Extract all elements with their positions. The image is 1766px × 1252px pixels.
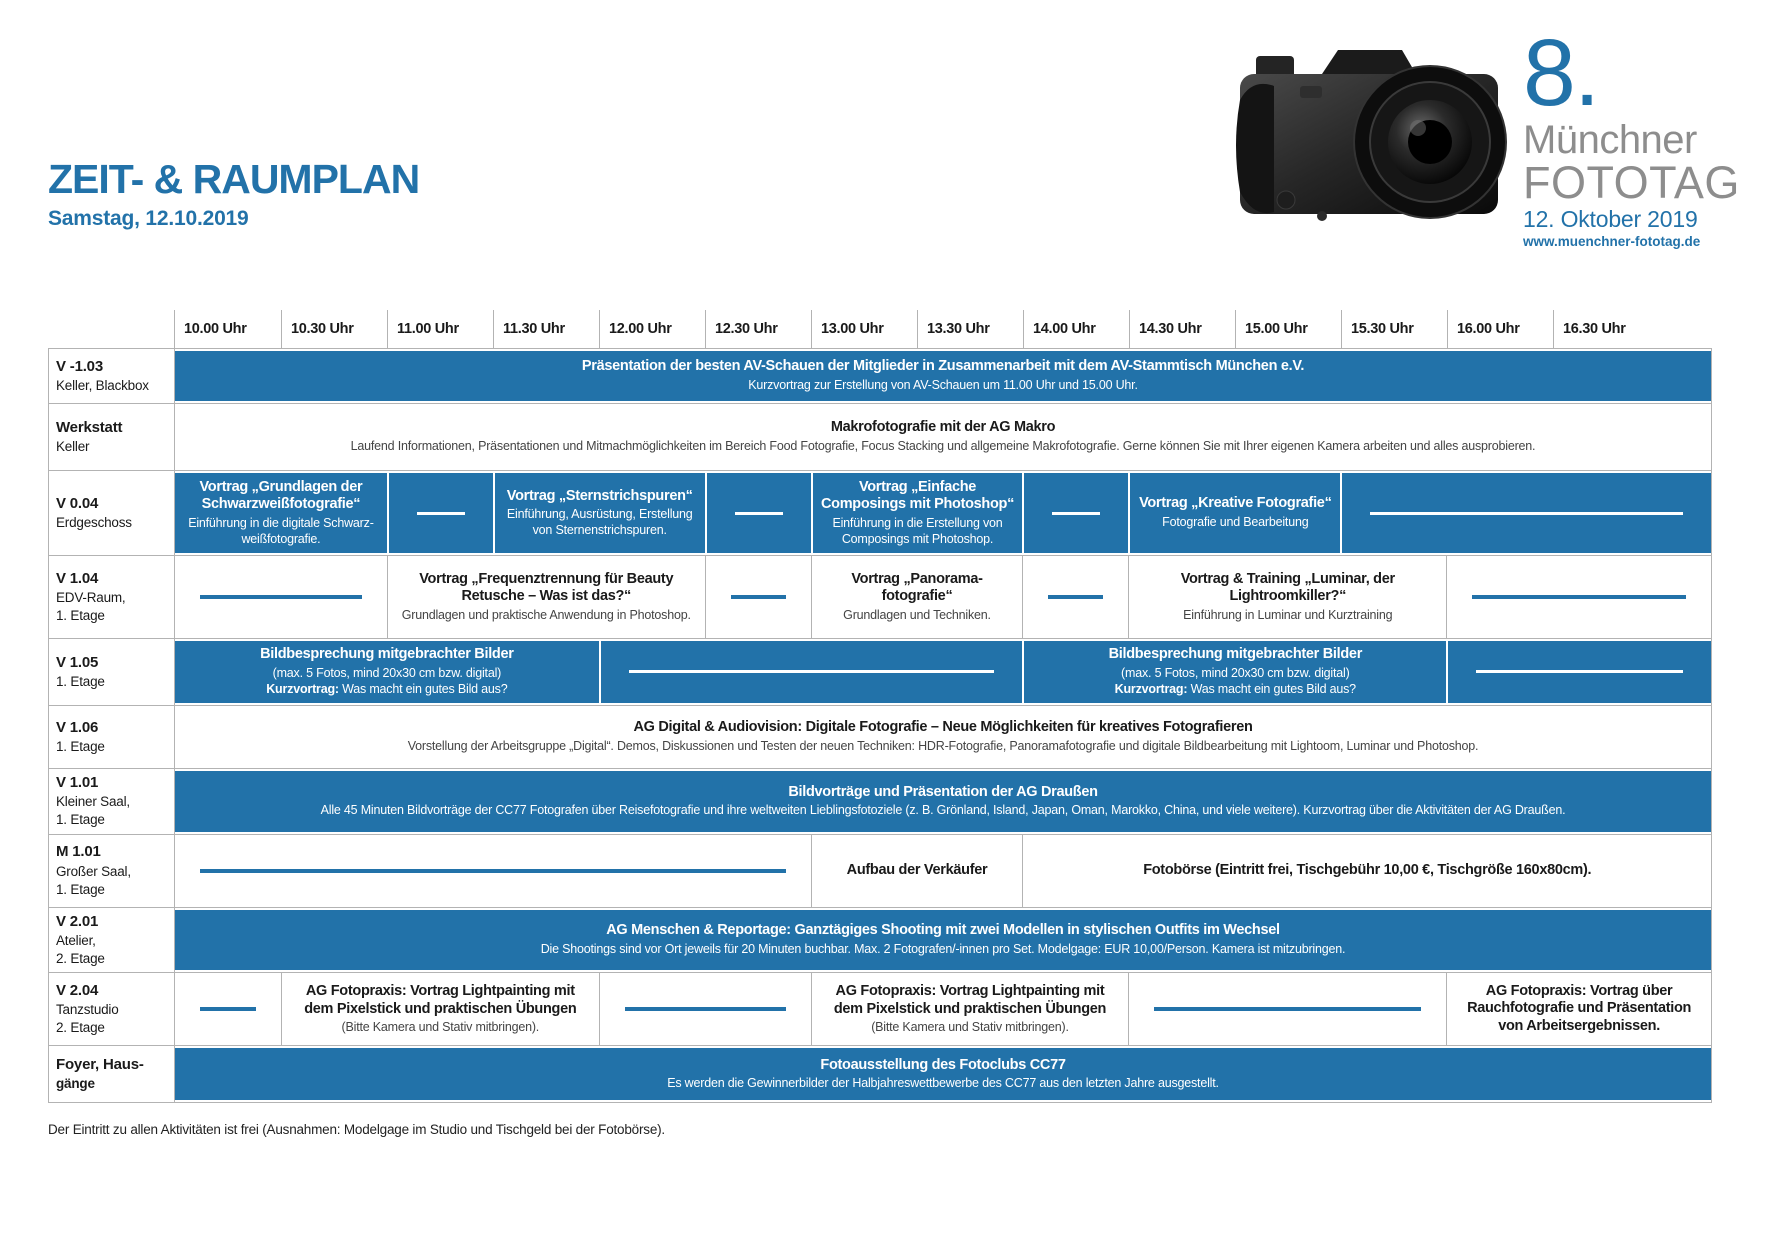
- event-title: Vortrag & Training „Luminar, der Lightroomkiller?“: [1180, 570, 1395, 605]
- event-subtitle: Vorstellung der Arbeitsgruppe „Digital“. Demos, Diskussionen und Testen der neuen Techniken: HDR-Fotografie, Panoramafotografie und digitale Bildbearbeitung mit Lightoom, Luminar und Photoshop.: [407, 738, 1479, 753]
- empty-slot: [1340, 473, 1711, 553]
- event-title: AG Fotopraxis: Vortrag Lightpainting mit dem Pixelstick und praktischen Übungen: [833, 982, 1107, 1017]
- event-subtitle: (Bitte Kamera und Stativ mitbringen).: [341, 1020, 540, 1035]
- event-cell: [1022, 835, 1711, 907]
- time-label: 10.00 Uhr: [184, 321, 247, 337]
- empty-slot: [705, 556, 811, 638]
- room-label-line: V 1.06: [56, 718, 99, 736]
- event-title: Fotobörse (Eintritt frei, Tischgebühr 10,00 €, Tischgröße 160x80cm).: [1143, 861, 1592, 878]
- event-subtitle: Alle 45 Minuten Bildvorträge der CC77 Fotografen über Reisefotografie und ihre weltweiten Lieblingsfotoziele (z. B. Grönland, Island, Japan, Oman, Marokko, China, und viele weitere). Kurzvortrag über die Aktivitäten der AG Draußen.: [320, 803, 1566, 818]
- continuation-line: [1048, 595, 1103, 599]
- empty-slot: [599, 641, 1023, 703]
- room-label-line: Werkstatt: [56, 418, 123, 436]
- room-label: [49, 349, 175, 403]
- continuation-line: [1154, 1007, 1421, 1011]
- event-title: Fotoausstellung des Fotoclubs CC77: [820, 1056, 1066, 1073]
- event-cell: [811, 556, 1023, 638]
- event-title: Bildbesprechung mitgebrachter Bilder: [1108, 646, 1363, 662]
- event-subtitle: Einführung in die digitale Schwarz-weißfotografie.: [188, 516, 374, 546]
- room-label-line: EDV-Raum,: [56, 589, 126, 605]
- schedule-row: [48, 639, 1712, 706]
- event-subtitle: (max. 5 Fotos, mind 20x30 cm bzw. digital): [272, 665, 502, 680]
- time-label: 11.30 Uhr: [493, 310, 599, 348]
- event-note-label: Kurzvortrag:: [1114, 682, 1191, 697]
- event-subtitle: Einführung in die Erstellung von Composings mit Photoshop.: [832, 516, 1003, 546]
- event-cell: [175, 771, 1711, 832]
- room-label-line: gänge: [56, 1076, 95, 1092]
- empty-slot: [175, 835, 811, 907]
- event-subtitle: (max. 5 Fotos, mind 20x30 cm bzw. digital): [1121, 665, 1350, 680]
- event-title: AG Menschen & Reportage: Ganztägiges Shooting mit zwei Modellen in stylischen Outfits im Wechsel: [606, 922, 1280, 939]
- footer-note: Der Eintritt zu allen Aktivitäten ist frei (Ausnahmen: Modelgage im Studio und Tischgeld bei der Fotobörse).: [48, 1122, 665, 1137]
- event-logo: [1226, 20, 1746, 258]
- time-label: 16.00 Uhr: [1447, 310, 1553, 348]
- event-subtitle: (Bitte Kamera und Stativ mitbringen).: [871, 1020, 1069, 1035]
- room-label: [49, 908, 175, 973]
- event-title: Aufbau der Verkäufer: [846, 861, 988, 878]
- continuation-line: [417, 512, 465, 515]
- event-subtitle: Fotografie und Bearbeitung: [1162, 515, 1309, 530]
- schedule-row: [48, 556, 1712, 639]
- empty-slot: [599, 973, 811, 1045]
- room-label: [49, 556, 175, 638]
- room-label-line: Keller, Blackbox: [56, 378, 149, 394]
- event-subtitle: Grundlagen und Techniken.: [843, 607, 991, 622]
- logo-date: 12. Oktober 2019: [1523, 206, 1698, 233]
- event-subtitle: Es werden die Gewinnerbilder der Halbjahreswettbewerbe des CC77 aus den letzten Jahre ausgestellt.: [667, 1076, 1219, 1091]
- event-title: Vortrag „Sternstrichspuren“: [506, 487, 693, 504]
- room-label-line: 1. Etage: [56, 738, 105, 754]
- page-title: ZEIT- & RAUMPLAN: [48, 156, 420, 202]
- room-label-line: Atelier,: [56, 932, 96, 948]
- row-cells: [175, 556, 1711, 638]
- time-header-row: [48, 310, 1712, 349]
- event-cell: [175, 1048, 1711, 1100]
- room-label-line: 1. Etage: [56, 881, 105, 897]
- room-label-line: 2. Etage: [56, 951, 105, 967]
- room-label: [49, 1046, 175, 1102]
- time-label: 13.00 Uhr: [811, 310, 917, 348]
- event-cell: [1128, 473, 1340, 553]
- page-subtitle: Samstag, 12.10.2019: [48, 207, 249, 231]
- continuation-line: [731, 595, 786, 599]
- row-cells: [175, 706, 1711, 768]
- title-block: [48, 158, 419, 231]
- schedule-row: [48, 471, 1712, 556]
- event-note: Kurzvortrag: Was macht ein gutes Bild aus?: [1114, 682, 1356, 697]
- corner-cell: [48, 310, 175, 348]
- time-label: 12.00 Uhr: [599, 310, 705, 348]
- empty-slot: [1022, 556, 1128, 638]
- time-label: 16.30 Uhr: [1553, 310, 1712, 348]
- empty-slot: [705, 473, 811, 553]
- room-label-line: Foyer, Haus-: [56, 1056, 144, 1074]
- empty-slot: [175, 556, 387, 638]
- event-cell: [387, 556, 705, 638]
- event-title: Vortrag „Einfache Composings mit Photoshop“: [820, 478, 1015, 513]
- room-label: [49, 471, 175, 555]
- room-label-line: 2. Etage: [56, 1020, 105, 1036]
- room-label-line: V 1.01: [56, 773, 99, 791]
- empty-slot: [387, 473, 493, 553]
- event-subtitle: Einführung, Ausrüstung, Erstellung von Sternenstrichspuren.: [506, 507, 693, 537]
- row-cells: [175, 351, 1711, 401]
- row-cells: [175, 1048, 1711, 1100]
- room-label-line: Kleiner Saal,: [56, 794, 130, 810]
- continuation-line: [200, 1007, 256, 1011]
- continuation-line: [1370, 512, 1683, 515]
- event-cell: [811, 973, 1129, 1045]
- event-cell: [811, 473, 1023, 553]
- row-cells: [175, 641, 1711, 703]
- event-cell: [175, 706, 1711, 768]
- room-label-line: Großer Saal,: [56, 863, 131, 879]
- event-cell: [281, 973, 599, 1045]
- event-cell: [1446, 973, 1711, 1045]
- room-label-line: Erdgeschoss: [56, 515, 132, 531]
- event-cell: [175, 351, 1711, 401]
- event-title: AG Fotopraxis: Vortrag über Rauchfotografie und Präsentation von Arbeitsergebnissen.: [1467, 982, 1692, 1035]
- event-cell: [493, 473, 705, 553]
- room-label-line: V 0.04: [56, 494, 99, 512]
- continuation-line: [625, 1007, 786, 1011]
- room-label-line: Tanzstudio: [56, 1002, 119, 1018]
- empty-slot: [1446, 556, 1711, 638]
- event-subtitle: Laufend Informationen, Präsentationen und Mitmachmöglichkeiten im Bereich Food Fotografie, Focus Stacking und allgemeine Makrofotografie. Gerne können Sie mit Ihrer eigenen Kamera arbeiten und alles ausprobieren.: [350, 439, 1536, 454]
- event-title: Präsentation der besten AV-Schauen der Mitglieder in Zusammenarbeit mit dem AV-Stammtisch München e.V.: [581, 358, 1305, 375]
- event-cell: [1022, 641, 1446, 703]
- schedule-row: [48, 706, 1712, 769]
- event-title: Vortrag „Kreative Fotografie“: [1139, 495, 1332, 512]
- logo-number: 8.: [1523, 20, 1599, 126]
- continuation-line: [735, 512, 783, 515]
- event-title: AG Digital & Audiovision: Digitale Fotografie – Neue Möglichkeiten für kreatives Fotografieren: [633, 719, 1253, 736]
- room-label-line: V 2.01: [56, 912, 99, 930]
- time-label: 13.30 Uhr: [917, 310, 1023, 348]
- event-title: Bildvorträge und Präsentation der AG Draußen: [788, 783, 1098, 800]
- logo-url[interactable]: www.muenchner-fototag.de: [1523, 233, 1701, 249]
- row-cells: [175, 473, 1711, 553]
- event-subtitle: Kurzvortrag zur Erstellung von AV-Schauen um 11.00 Uhr und 15.00 Uhr.: [748, 378, 1138, 393]
- schedule-row: [48, 908, 1712, 974]
- row-cells: [175, 404, 1711, 470]
- event-title: Makrofotografie mit der AG Makro: [830, 419, 1056, 436]
- time-label: 11.00 Uhr: [387, 310, 493, 348]
- schedule-row: [48, 973, 1712, 1046]
- event-title: Vortrag „Panorama-fotografie“: [851, 570, 983, 605]
- room-label-line: V -1.03: [56, 357, 103, 375]
- logo-fototag: FOTOTAG: [1523, 157, 1740, 209]
- logo-text: [1523, 20, 1740, 249]
- event-title: AG Fotopraxis: Vortrag Lightpainting mit dem Pixelstick und praktischen Übungen: [304, 982, 577, 1017]
- empty-slot: [1128, 973, 1446, 1045]
- room-label-line: 1. Etage: [56, 812, 105, 828]
- schedule-rows: [48, 349, 1712, 1103]
- schedule-row: [48, 349, 1712, 404]
- room-label: [49, 769, 175, 834]
- event-title: Bildbesprechung mitgebrachter Bilder: [260, 646, 514, 662]
- row-cells: [175, 910, 1711, 971]
- event-title: Vortrag „Grundlagen der Schwarzweißfotografie“: [199, 478, 363, 513]
- room-label: [49, 404, 175, 470]
- event-subtitle: Die Shootings sind vor Ort jeweils für 20 Minuten buchbar. Max. 2 Fotografen/-innen pro Set. Modelgage: EUR 10,00/Person. Kamera ist mitzubringen.: [540, 942, 1346, 956]
- room-label: [49, 639, 175, 705]
- room-label-line: V 1.05: [56, 653, 99, 671]
- room-label-line: Keller: [56, 439, 90, 455]
- room-label-line: 1. Etage: [56, 608, 105, 624]
- event-title: Vortrag „Frequenztrennung für Beauty Retusche – Was ist das?“: [419, 570, 674, 605]
- continuation-line: [1476, 670, 1683, 673]
- row-cells: [175, 835, 1711, 907]
- room-label-line: V 1.04: [56, 569, 99, 587]
- empty-slot: [175, 973, 281, 1045]
- camera-image: [1226, 30, 1526, 238]
- row-cells: [175, 771, 1711, 832]
- time-label: 15.00 Uhr: [1235, 310, 1341, 348]
- event-note: Kurzvortrag: Was macht ein gutes Bild aus?: [266, 682, 508, 697]
- room-label: [49, 835, 175, 907]
- event-cell: [175, 910, 1711, 971]
- event-cell: [175, 641, 599, 703]
- event-cell: [175, 473, 387, 553]
- event-cell: [811, 835, 1023, 907]
- event-cell: [175, 404, 1711, 470]
- schedule-row: [48, 1046, 1712, 1103]
- continuation-line: [629, 670, 995, 673]
- time-header: [175, 310, 1712, 348]
- event-subtitle: Grundlagen und praktische Anwendung in Photoshop.: [401, 607, 691, 622]
- event-cell: [1128, 556, 1446, 638]
- empty-slot: [1446, 641, 1711, 703]
- continuation-line: [1472, 595, 1686, 599]
- row-cells: [175, 973, 1711, 1045]
- logo-name: Münchner: [1523, 118, 1697, 163]
- room-label-line: 1. Etage: [56, 673, 105, 689]
- continuation-line: [200, 869, 786, 873]
- time-label: 14.00 Uhr: [1023, 310, 1129, 348]
- time-label: 15.30 Uhr: [1341, 310, 1447, 348]
- room-label-line: M 1.01: [56, 843, 101, 861]
- time-label: 14.30 Uhr: [1129, 310, 1235, 348]
- continuation-line: [200, 595, 362, 599]
- continuation-line: [1052, 512, 1100, 515]
- room-label: [49, 973, 175, 1045]
- room-label: [49, 706, 175, 768]
- time-label: 10.30 Uhr: [281, 310, 387, 348]
- room-label-line: V 2.04: [56, 981, 99, 999]
- empty-slot: [1022, 473, 1128, 553]
- schedule-table: [48, 310, 1712, 1103]
- event-note-label: Kurzvortrag:: [266, 682, 343, 697]
- time-label: 12.30 Uhr: [705, 310, 811, 348]
- schedule-row: [48, 835, 1712, 908]
- schedule-row: [48, 769, 1712, 835]
- schedule-row: [48, 404, 1712, 471]
- event-subtitle: Einführung in Luminar und Kurztraining: [1183, 607, 1393, 622]
